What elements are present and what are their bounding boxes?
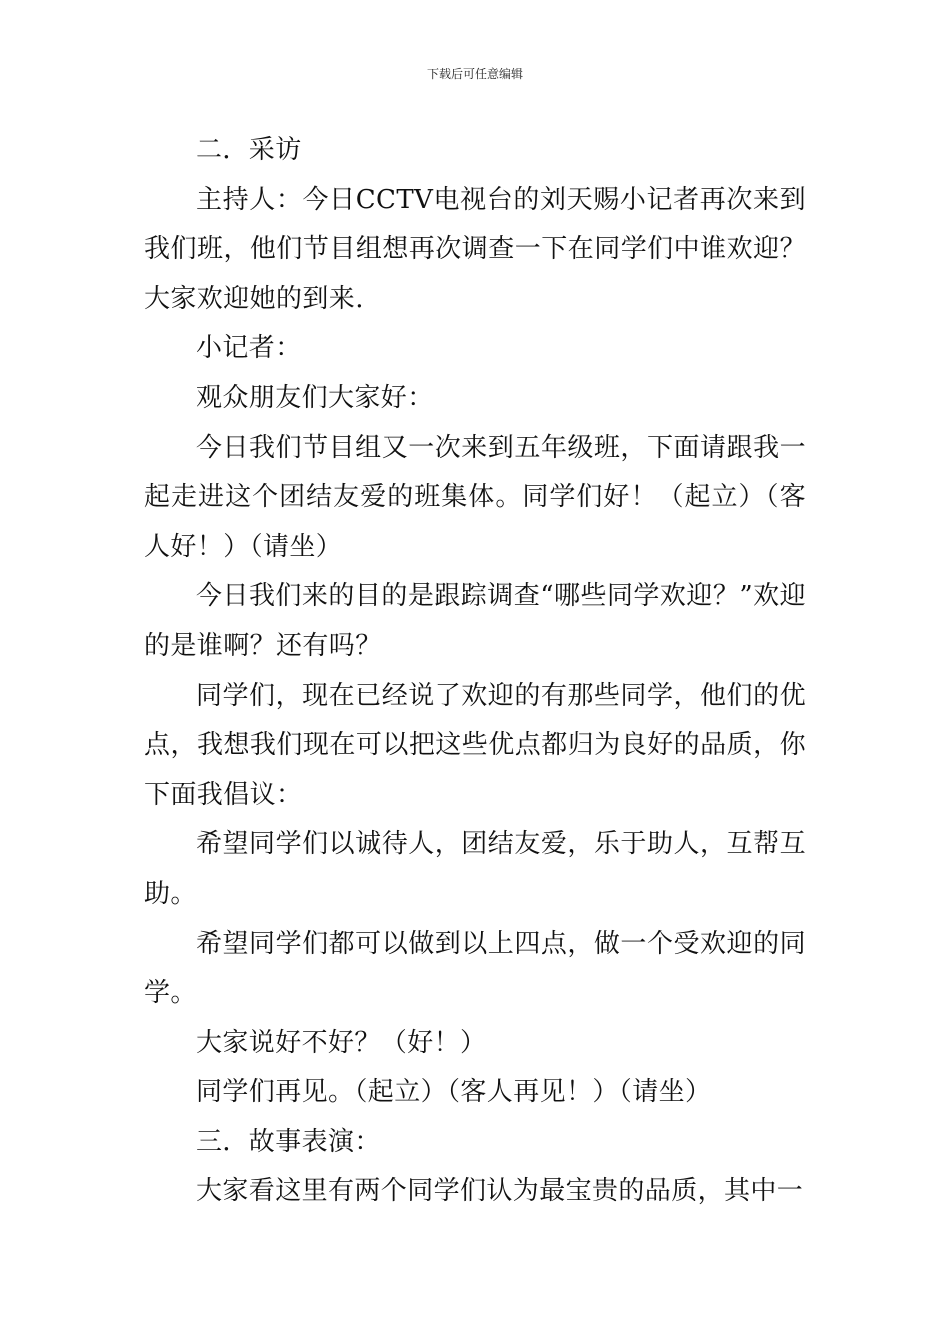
greeting-paragraph: 观众朋友们大家好： [196, 382, 434, 413]
story-paragraph: 大家看这里有两个同学们认为最宝贵的品质，其中一 [196, 1176, 804, 1207]
document-body [144, 126, 806, 1217]
hope-paragraph-2: 希望同学们都可以做到以上四点，做一个受欢迎的同学。 [144, 928, 806, 1009]
intro-paragraph: 今日我们节目组又一次来到五年级班，下面请跟我一起走进这个团结友爱的班集体。同学们好！（起立）（客人好！）（请坐） [144, 432, 806, 562]
hope-paragraph-1: 希望同学们以诚待人，团结友爱，乐于助人，互帮互助。 [144, 829, 806, 909]
question-paragraph: 大家说好不好？（好！） [196, 1027, 487, 1058]
proposal-paragraph: 同学们，现在已经说了欢迎的有那些同学，他们的优点，我想我们现在可以把这些优点都归为良好的品质，你下面我倡议： [144, 680, 806, 810]
section-heading-interview: 二．采访 [196, 135, 302, 165]
purpose-paragraph: 今日我们来的目的是跟踪调查“哪些同学欢迎？”欢迎的是谁啊？还有吗？ [144, 581, 806, 661]
reporter-label: 小记者： [196, 333, 302, 364]
section-heading-story: 三．故事表演： [196, 1126, 381, 1157]
goodbye-paragraph: 同学们再见。（起立）（客人再见！）（请坐） [196, 1077, 712, 1108]
host-paragraph: 主持人：今日CCTV电视台的刘天赐小记者再次来到我们班，他们节目组想再次调查一下在同学们中谁欢迎？大家欢迎她的到来. [144, 184, 806, 314]
page-header: 下载后可任意编辑 [426, 67, 523, 81]
